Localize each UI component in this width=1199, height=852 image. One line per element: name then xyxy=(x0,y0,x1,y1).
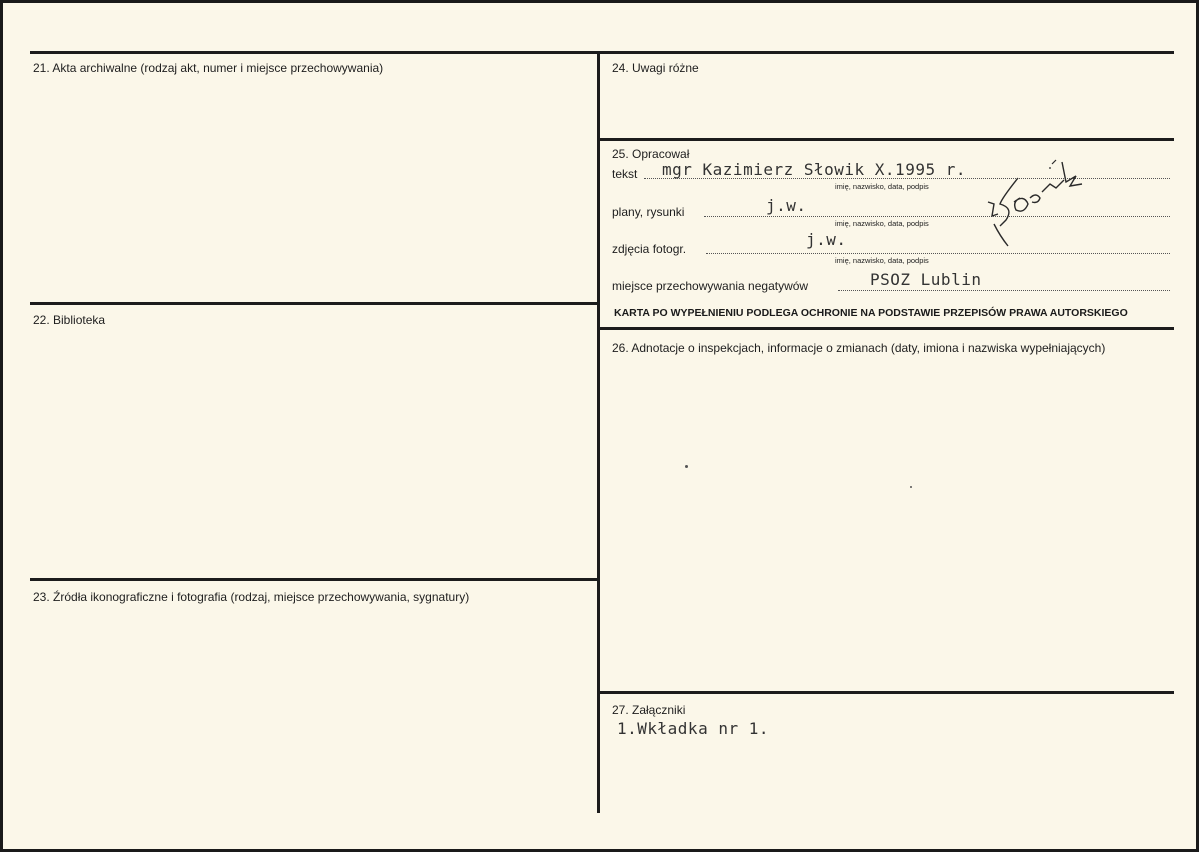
field-23-label: 23. Źródła ikonograficzne i fotografia (rodzaj, miejsce przechowywania, sygnatury) xyxy=(33,590,470,604)
center-divider xyxy=(597,51,600,813)
field-21-label: 21. Akta archiwalne (rodzaj akt, numer i miejsce przechowywania) xyxy=(33,61,384,75)
rule-26 xyxy=(598,327,1174,330)
zdjecia-label: zdjęcia fotogr. xyxy=(612,242,687,256)
rule-27 xyxy=(598,691,1174,694)
handwritten-signature xyxy=(980,158,1090,258)
zdjecia-value: j.w. xyxy=(806,230,847,249)
plany-label: plany, rysunki xyxy=(612,205,685,219)
zdjecia-dotted-line xyxy=(706,253,1170,254)
field-27-value: 1.Wkładka nr 1. xyxy=(617,719,769,738)
paper-speck xyxy=(685,465,688,468)
field-22-label: 22. Biblioteka xyxy=(33,313,106,327)
rule-22 xyxy=(30,302,598,305)
tekst-value: mgr Kazimierz Słowik X.1995 r. xyxy=(662,160,966,179)
field-25-label: 25. Opracował xyxy=(612,147,690,161)
copyright-notice: KARTA PO WYPEŁNIENIU PODLEGA OCHRONIE NA PODSTAWIE PRZEPISÓW PRAWA AUTORSKIEGO xyxy=(614,307,1128,319)
paper-speck xyxy=(910,486,912,488)
paper-speck xyxy=(1049,167,1051,169)
field-27-label: 27. Załączniki xyxy=(612,703,686,717)
plany-value: j.w. xyxy=(766,196,807,215)
top-rule xyxy=(30,51,1174,54)
rule-25 xyxy=(598,138,1174,141)
tekst-caption: imię, nazwisko, data, podpis xyxy=(835,182,929,191)
field-26-label: 26. Adnotacje o inspekcjach, informacje o zmianach (daty, imiona i nazwiska wypełniających) xyxy=(612,341,1106,355)
tekst-label: tekst xyxy=(612,167,638,181)
negatywy-value: PSOZ Lublin xyxy=(870,270,982,289)
zdjecia-caption: imię, nazwisko, data, podpis xyxy=(835,256,929,265)
plany-dotted-line xyxy=(704,216,1170,217)
rule-23 xyxy=(30,578,598,581)
negatywy-label: miejsce przechowywania negatywów xyxy=(612,279,809,293)
negatywy-dotted-line xyxy=(838,290,1170,291)
field-24-label: 24. Uwagi różne xyxy=(612,61,699,75)
plany-caption: imię, nazwisko, data, podpis xyxy=(835,219,929,228)
